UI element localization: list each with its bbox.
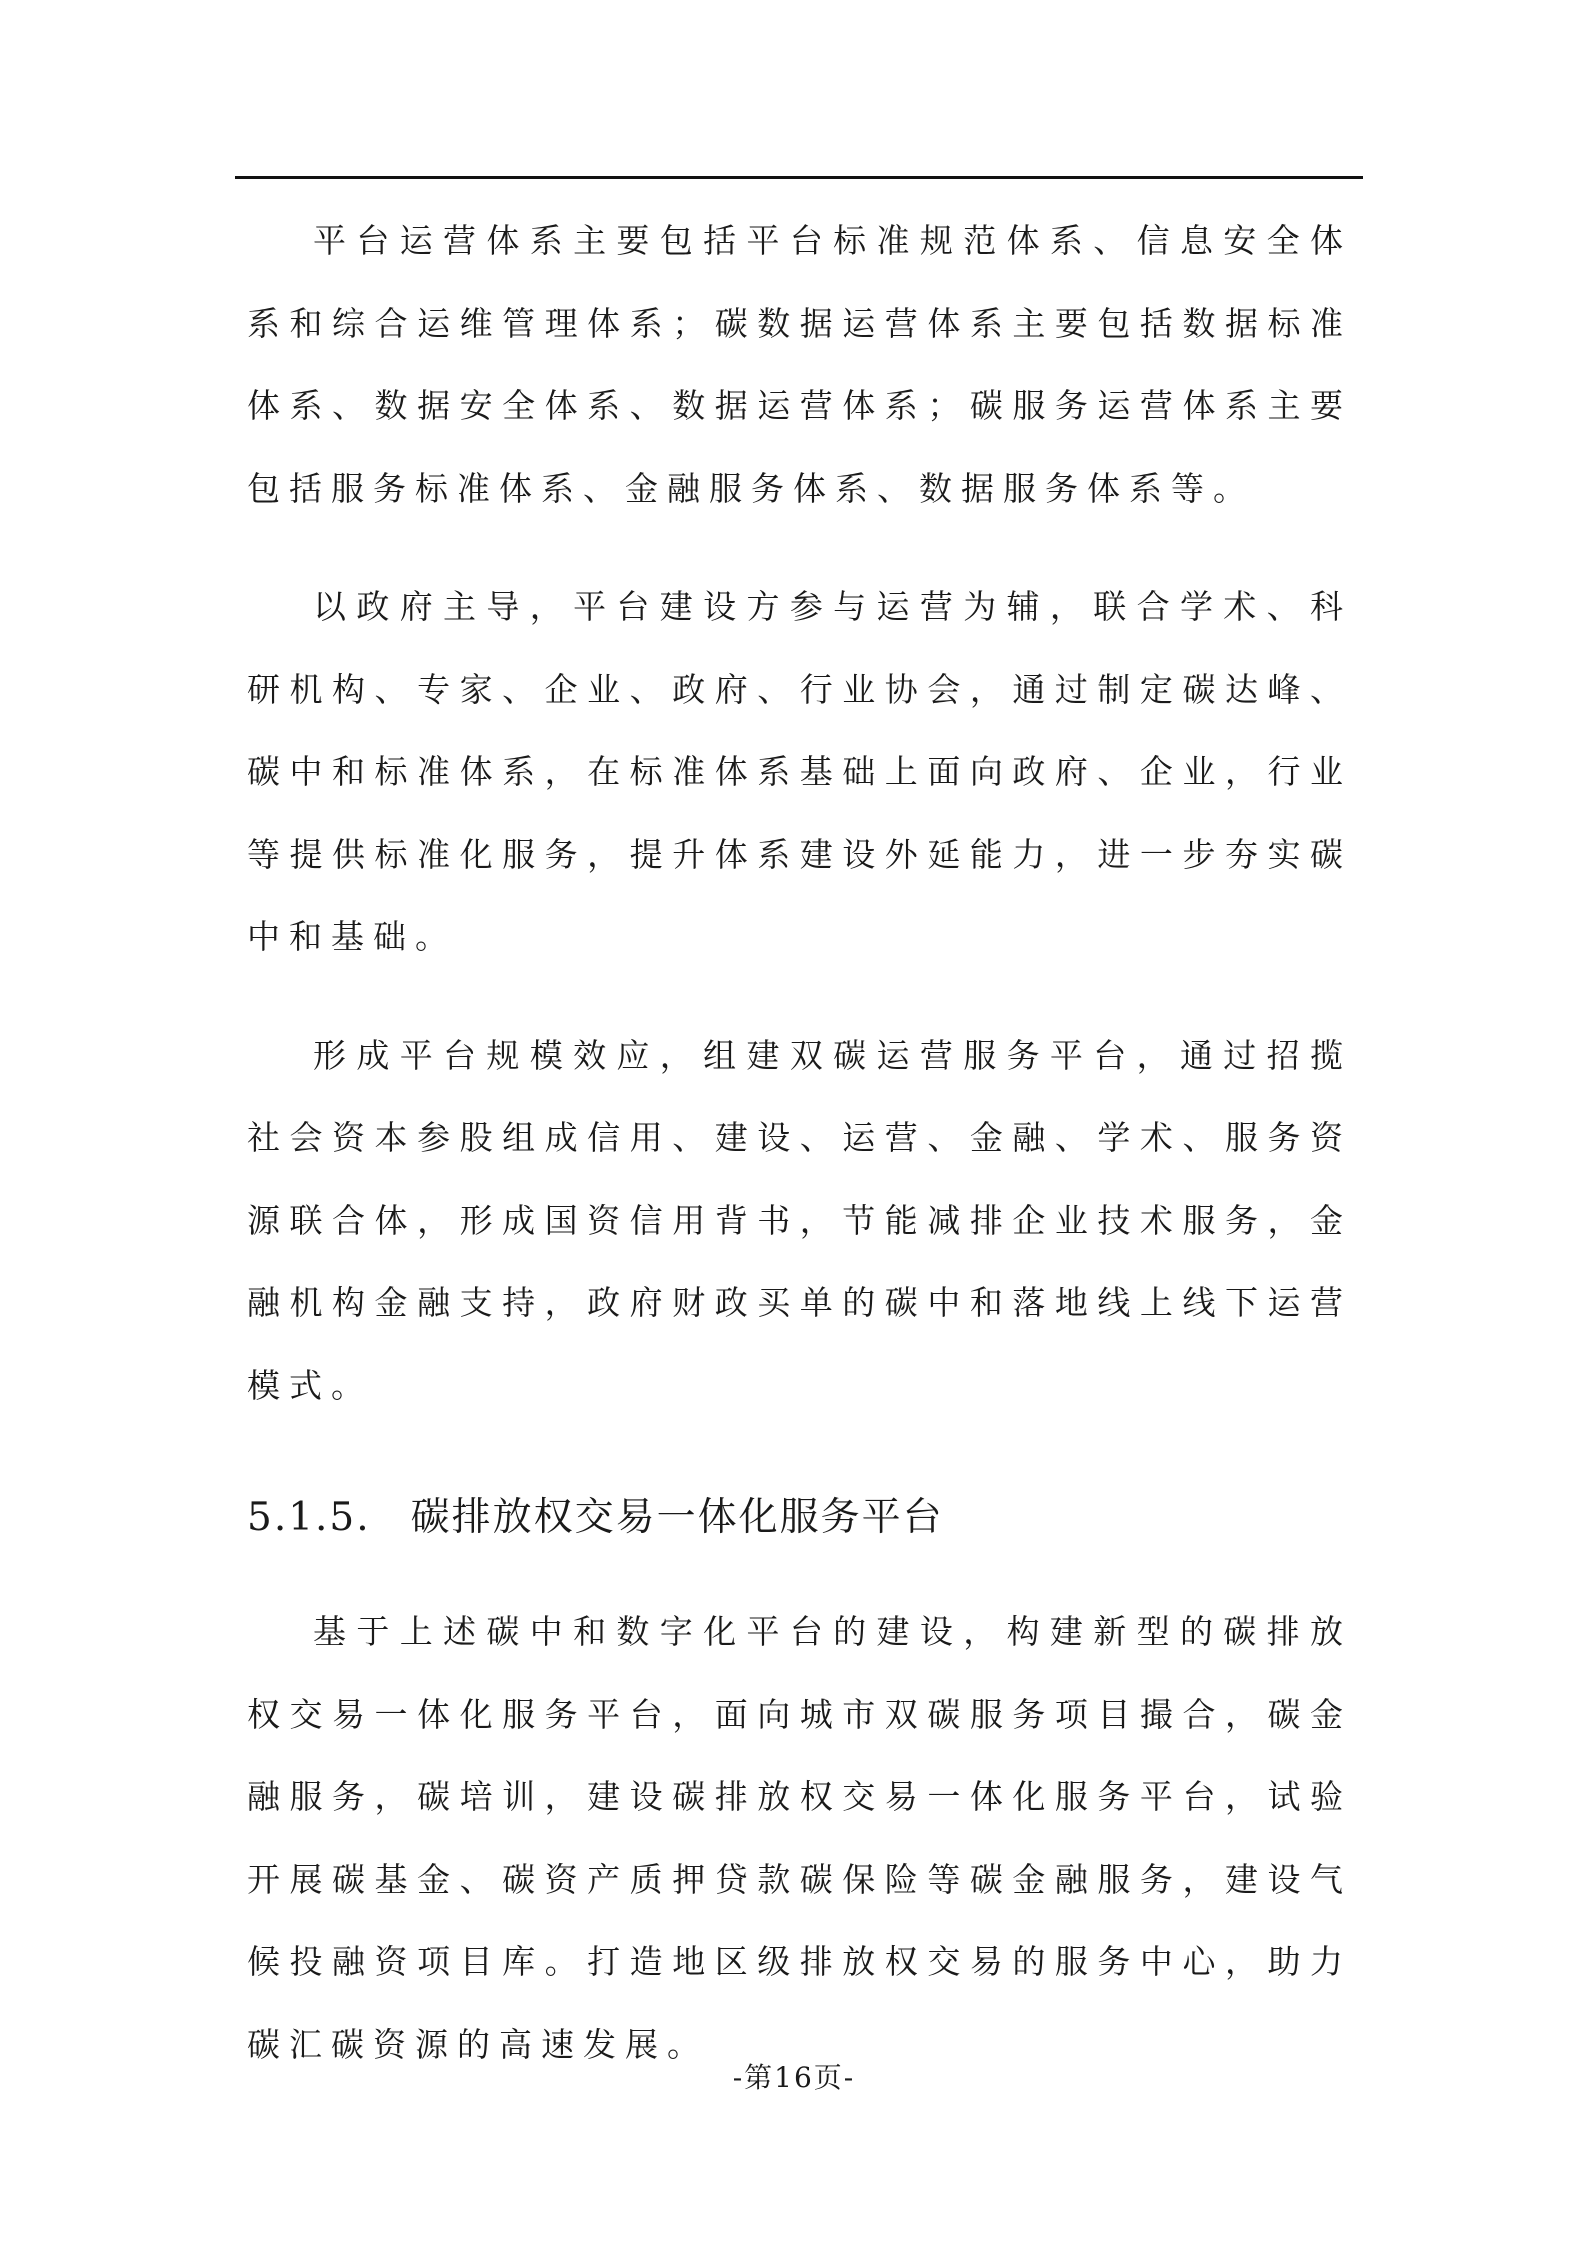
page-number: -第16页- [732, 2061, 856, 2094]
paragraph-platform-scale: 形成平台规模效应，组建双碳运营服务平台，通过招揽社会资本参股组成信用、建设、运营、金融、学术、服务资源联合体，形成国资信用背书，节能减排企业技术服务，金融机构金融支持，政府财政买单的碳中和落地线上线下运营模式。 [247, 1035, 1352, 1405]
paragraph-operation-systems: 平台运营体系主要包括平台标准规范体系、信息安全体系和综合运维管理体系；碳数据运营体系主要包括数据标准体系、数据安全体系、数据运营体系；碳服务运营体系主要包括服务标准体系、金融服务体系、数据服务体系等。 [247, 221, 1352, 508]
section-heading [247, 1463, 1352, 1573]
section-number: 5.1.5. [247, 1495, 371, 1540]
page-content [247, 200, 1352, 2122]
section-title: 碳排放权交易一体化服务平台 [410, 1495, 944, 1540]
paragraph-government-led: 以政府主导，平台建设方参与运营为辅，联合学术、科研机构、专家、企业、政府、行业协会，通过制定碳达峰、碳中和标准体系，在标准体系基础上面向政府、企业，行业等提供标准化服务，提升体系建设外延能力，进一步夯实碳中和基础。 [247, 587, 1352, 956]
header-rule [235, 176, 1363, 179]
paragraph-trading-platform: 基于上述碳中和数字化平台的建设，构建新型的碳排放权交易一体化服务平台，面向城市双碳服务项目撮合，碳金融服务，碳培训，建设碳排放权交易一体化服务平台，试验开展碳基金、碳资产质押贷款碳保险等碳金融服务，建设气候投融资项目库。打造地区级排放权交易的服务中心，助力碳汇碳资源的高速发展。 [247, 1612, 1352, 2064]
